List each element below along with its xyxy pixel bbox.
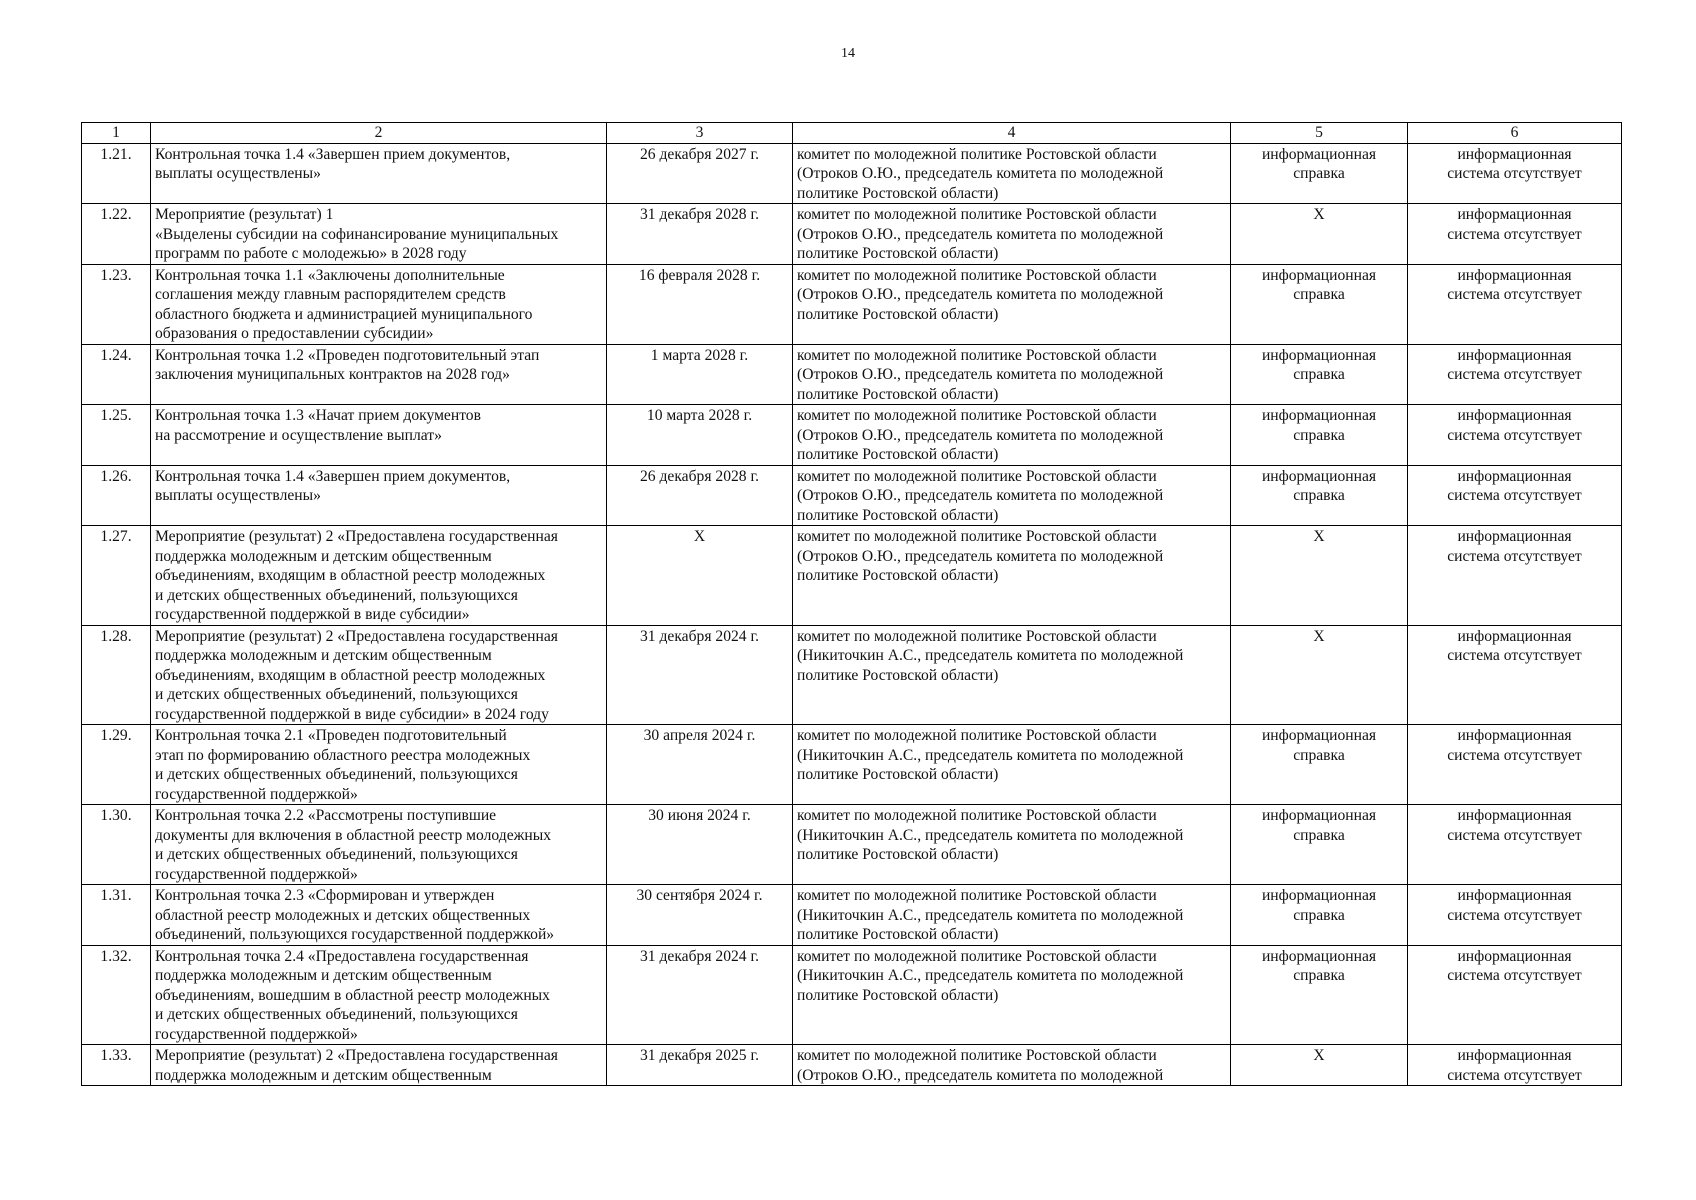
responsible-cell-line: комитет по молодежной политике Ростовской области	[797, 145, 1157, 163]
event-cell-line: Мероприятие (результат) 2 «Предоставлена государственная	[155, 1047, 558, 1064]
event-cell-line: поддержка молодежным и детским общественным	[155, 1066, 492, 1084]
responsible-cell	[793, 625, 1231, 725]
document-type-cell	[1231, 264, 1408, 344]
event-cell	[151, 344, 607, 405]
info-system-cell-line: система отсутствует	[1447, 366, 1582, 383]
date-cell: 26 декабря 2028 г.	[607, 465, 793, 526]
event-cell-line: Контрольная точка 2.2 «Рассмотрены поступившие	[155, 807, 497, 824]
event-cell	[151, 805, 607, 885]
document-type-cell-line: справка	[1293, 487, 1345, 504]
event-cell-line: Мероприятие (результат) 1	[155, 206, 334, 223]
event-cell	[151, 264, 607, 344]
document-type-cell-line: X	[1313, 627, 1325, 645]
responsible-cell-line: политике Ростовской области)	[797, 305, 999, 323]
responsible-cell-line: (Никиточкин А.С., председатель комитета по молодежной	[797, 906, 1184, 924]
info-system-cell	[1408, 885, 1622, 946]
info-system-cell	[1408, 405, 1622, 466]
event-cell-line: и детских общественных объединений, пользующихся	[155, 1006, 518, 1023]
info-system-cell-line: система отсутствует	[1447, 647, 1582, 664]
document-type-cell	[1231, 204, 1408, 265]
info-system-cell-line: система отсутствует	[1447, 1066, 1582, 1084]
date-cell: 10 марта 2028 г.	[607, 405, 793, 466]
event-cell-line: Контрольная точка 1.1 «Заключены дополнительные	[155, 266, 505, 284]
responsible-cell-line: (Никиточкин А.С., председатель комитета по молодежной	[797, 967, 1184, 984]
event-cell-line: объединениям, входящим в областной реестр молодежных	[155, 666, 546, 684]
event-cell-line: Контрольная точка 1.4 «Завершен прием документов,	[155, 467, 511, 485]
event-cell	[151, 1045, 607, 1086]
event-cell-line: этап по формированию областного реестра молодежных	[155, 746, 531, 764]
document-type-cell-line: информационная	[1261, 727, 1377, 744]
info-system-cell-line: информационная	[1457, 727, 1572, 744]
event-cell-line: областного бюджета и администрацией муниципального	[155, 305, 533, 323]
document-type-cell	[1231, 885, 1408, 946]
responsible-cell-line: (Никиточкин А.С., председатель комитета по молодежной	[797, 647, 1184, 664]
event-cell-line: заключения муниципальных контрактов на 2028 год»	[155, 366, 510, 383]
responsible-cell	[793, 1045, 1231, 1086]
info-system-cell	[1408, 805, 1622, 885]
header-cell-6: 6	[1408, 123, 1622, 144]
date-cell: 31 декабря 2028 г.	[607, 204, 793, 265]
header-cell-3: 3	[607, 123, 793, 144]
document-type-cell	[1231, 945, 1408, 1045]
info-system-cell	[1408, 1045, 1622, 1086]
event-cell-line: поддержка молодежным и детским общественным	[155, 547, 492, 565]
event-cell-line: документы для включения в областной реестр молодежных	[155, 826, 552, 844]
responsible-cell-line: комитет по молодежной политике Ростовской области	[797, 807, 1157, 824]
event-cell-line: соглашения между главным распорядителем средств	[155, 286, 506, 303]
row-number-cell: 1.33.	[82, 1045, 151, 1086]
responsible-cell	[793, 143, 1231, 204]
document-type-cell-line: X	[1313, 528, 1325, 545]
responsible-cell-line: (Никиточкин А.С., председатель комитета по молодежной	[797, 746, 1184, 764]
event-cell-line: Контрольная точка 1.2 «Проведен подготовительный этап	[155, 346, 540, 364]
info-system-cell	[1408, 143, 1622, 204]
document-type-cell	[1231, 725, 1408, 805]
info-system-cell-line: информационная	[1457, 1047, 1572, 1064]
responsible-cell	[793, 945, 1231, 1045]
date-cell: 26 декабря 2027 г.	[607, 143, 793, 204]
responsible-cell	[793, 725, 1231, 805]
info-system-cell-line: система отсутствует	[1447, 826, 1582, 844]
responsible-cell-line: политике Ростовской области)	[797, 986, 999, 1004]
event-cell	[151, 725, 607, 805]
row-number-cell: 1.28.	[82, 625, 151, 725]
responsible-cell-line: (Отроков О.Ю., председатель комитета по молодежной	[797, 547, 1164, 565]
date-cell: 1 марта 2028 г.	[607, 344, 793, 405]
responsible-cell-line: комитет по молодежной политике Ростовской области	[797, 346, 1157, 364]
table-row	[82, 143, 1622, 204]
document-type-cell-line: информационная	[1261, 887, 1377, 904]
info-system-cell	[1408, 526, 1622, 626]
event-cell-line: и детских общественных объединений, пользующихся	[155, 846, 518, 863]
header-cell-4: 4	[793, 123, 1231, 144]
info-system-cell	[1408, 625, 1622, 725]
info-system-cell-line: информационная	[1457, 467, 1572, 485]
event-cell-line: программ по работе с молодежью» в 2028 году	[155, 245, 467, 262]
table-row	[82, 204, 1622, 265]
event-cell-line: Контрольная точка 2.3 «Сформирован и утвержден	[155, 887, 495, 904]
document-type-cell-line: справка	[1293, 906, 1345, 924]
event-cell-line: и детских общественных объединений, пользующихся	[155, 686, 518, 703]
info-system-cell-line: информационная	[1457, 206, 1572, 223]
info-system-cell-line: система отсутствует	[1447, 286, 1582, 303]
event-cell-line: объединениям, входящим в областной реестр молодежных	[155, 567, 546, 584]
event-cell-line: государственной поддержкой»	[155, 865, 358, 883]
event-cell-line: областной реестр молодежных и детских общественных	[155, 906, 531, 924]
row-number-cell: 1.27.	[82, 526, 151, 626]
table-row	[82, 805, 1622, 885]
responsible-cell-line: (Отроков О.Ю., председатель комитета по молодежной	[797, 426, 1164, 444]
row-number-cell: 1.25.	[82, 405, 151, 466]
table-row	[82, 405, 1622, 466]
document-type-cell-line: информационная	[1261, 467, 1377, 485]
responsible-cell-line: комитет по молодежной политике Ростовской области	[797, 206, 1157, 223]
responsible-cell	[793, 344, 1231, 405]
info-system-cell-line: система отсутствует	[1447, 426, 1582, 444]
plan-table-body	[82, 143, 1622, 1086]
row-number-cell: 1.23.	[82, 264, 151, 344]
document-type-cell	[1231, 143, 1408, 204]
info-system-cell-line: система отсутствует	[1447, 547, 1582, 565]
responsible-cell-line: комитет по молодежной политике Ростовской области	[797, 407, 1157, 424]
document-type-cell-line: X	[1313, 206, 1325, 223]
responsible-cell-line: (Отроков О.Ю., председатель комитета по молодежной	[797, 225, 1164, 243]
event-cell-line: государственной поддержкой в виде субсидии»	[155, 606, 470, 623]
document-type-cell	[1231, 465, 1408, 526]
document-type-cell-line: справка	[1293, 286, 1345, 303]
responsible-cell-line: политике Ростовской области)	[797, 846, 999, 863]
responsible-cell-line: политике Ростовской области)	[797, 926, 999, 943]
table-row	[82, 1045, 1622, 1086]
responsible-cell	[793, 204, 1231, 265]
date-cell: 31 декабря 2025 г.	[607, 1045, 793, 1086]
responsible-cell	[793, 526, 1231, 626]
document-type-cell-line: справка	[1293, 746, 1345, 764]
responsible-cell-line: комитет по молодежной политике Ростовской области	[797, 467, 1157, 485]
row-number-cell: 1.30.	[82, 805, 151, 885]
header-cell-2: 2	[151, 123, 607, 144]
document-type-cell-line: справка	[1293, 426, 1345, 444]
table-row	[82, 625, 1622, 725]
responsible-cell-line: комитет по молодежной политике Ростовской области	[797, 528, 1157, 545]
info-system-cell	[1408, 945, 1622, 1045]
date-cell: 31 декабря 2024 г.	[607, 945, 793, 1045]
responsible-cell-line: комитет по молодежной политике Ростовской области	[797, 1047, 1157, 1064]
event-cell-line: объединений, пользующихся государственной поддержкой»	[155, 926, 555, 943]
responsible-cell	[793, 805, 1231, 885]
info-system-cell-line: информационная	[1457, 346, 1572, 364]
event-cell	[151, 625, 607, 725]
document-type-cell	[1231, 1045, 1408, 1086]
info-system-cell-line: информационная	[1457, 887, 1572, 904]
event-cell-line: образования о предоставлении субсидии»	[155, 325, 434, 342]
responsible-cell-line: (Отроков О.Ю., председатель комитета по молодежной	[797, 165, 1164, 182]
event-cell-line: и детских общественных объединений, пользующихся	[155, 586, 518, 604]
document-type-cell-line: справка	[1293, 826, 1345, 844]
responsible-cell-line: комитет по молодежной политике Ростовской области	[797, 266, 1157, 284]
table-row	[82, 526, 1622, 626]
document-type-cell	[1231, 625, 1408, 725]
event-cell-line: «Выделены субсидии на софинансирование муниципальных	[155, 225, 559, 243]
date-cell: 30 июня 2024 г.	[607, 805, 793, 885]
row-number-cell: 1.26.	[82, 465, 151, 526]
event-cell-line: Контрольная точка 2.4 «Предоставлена государственная	[155, 947, 529, 965]
date-cell: 31 декабря 2024 г.	[607, 625, 793, 725]
event-cell-line: и детских общественных объединений, пользующихся	[155, 766, 518, 783]
header-cell-1: 1	[82, 123, 151, 144]
responsible-cell-line: комитет по молодежной политике Ростовской области	[797, 727, 1157, 744]
responsible-cell-line: (Отроков О.Ю., председатель комитета по молодежной	[797, 286, 1164, 303]
responsible-cell-line: политике Ростовской области)	[797, 385, 999, 403]
responsible-cell-line: политике Ростовской области)	[797, 567, 999, 584]
responsible-cell-line: комитет по молодежной политике Ростовской области	[797, 887, 1157, 904]
responsible-cell-line: (Никиточкин А.С., председатель комитета по молодежной	[797, 826, 1184, 844]
responsible-cell-line: (Отроков О.Ю., председатель комитета по молодежной	[797, 1066, 1164, 1084]
document-type-cell-line: информационная	[1261, 947, 1377, 965]
table-row	[82, 945, 1622, 1045]
document-type-cell-line: X	[1313, 1047, 1325, 1064]
date-cell: 30 сентября 2024 г.	[607, 885, 793, 946]
responsible-cell-line: политике Ростовской области)	[797, 184, 999, 202]
info-system-cell-line: система отсутствует	[1447, 165, 1582, 182]
event-cell-line: на рассмотрение и осуществление выплат»	[155, 426, 442, 444]
info-system-cell-line: информационная	[1457, 528, 1572, 545]
date-cell: 16 февраля 2028 г.	[607, 264, 793, 344]
header-cell-5: 5	[1231, 123, 1408, 144]
event-cell-line: выплаты осуществлены»	[155, 487, 321, 504]
document-type-cell-line: справка	[1293, 967, 1345, 984]
responsible-cell-line: политике Ростовской области)	[797, 506, 999, 524]
row-number-cell: 1.32.	[82, 945, 151, 1045]
plan-table	[81, 122, 1622, 1086]
event-cell	[151, 143, 607, 204]
document-type-cell	[1231, 405, 1408, 466]
info-system-cell-line: информационная	[1457, 807, 1572, 824]
responsible-cell-line: комитет по молодежной политике Ростовской области	[797, 947, 1157, 965]
info-system-cell-line: информационная	[1457, 266, 1572, 284]
table-row	[82, 344, 1622, 405]
event-cell-line: государственной поддержкой»	[155, 785, 358, 803]
info-system-cell	[1408, 465, 1622, 526]
responsible-cell	[793, 465, 1231, 526]
event-cell-line: государственной поддержкой в виде субсидии» в 2024 году	[155, 705, 549, 723]
document-type-cell-line: справка	[1293, 366, 1345, 383]
event-cell-line: поддержка молодежным и детским общественным	[155, 647, 492, 664]
info-system-cell-line: система отсутствует	[1447, 967, 1582, 984]
responsible-cell	[793, 405, 1231, 466]
info-system-cell-line: информационная	[1457, 145, 1572, 163]
table-row	[82, 465, 1622, 526]
row-number-cell: 1.22.	[82, 204, 151, 265]
responsible-cell	[793, 885, 1231, 946]
event-cell	[151, 885, 607, 946]
info-system-cell-line: система отсутствует	[1447, 487, 1582, 504]
document-type-cell-line: информационная	[1261, 407, 1377, 424]
responsible-cell-line: (Отроков О.Ю., председатель комитета по молодежной	[797, 487, 1164, 504]
document-type-cell-line: информационная	[1261, 266, 1377, 284]
event-cell-line: выплаты осуществлены»	[155, 165, 321, 182]
row-number-cell: 1.24.	[82, 344, 151, 405]
event-cell-line: государственной поддержкой»	[155, 1025, 358, 1043]
row-number-cell: 1.21.	[82, 143, 151, 204]
document-type-cell	[1231, 526, 1408, 626]
document-type-cell-line: информационная	[1261, 145, 1377, 163]
event-cell-line: Мероприятие (результат) 2 «Предоставлена государственная	[155, 627, 558, 645]
page-number: 14	[841, 46, 855, 61]
table-row	[82, 725, 1622, 805]
responsible-cell-line: политике Ростовской области)	[797, 766, 999, 783]
date-cell: 30 апреля 2024 г.	[607, 725, 793, 805]
responsible-cell-line: политике Ростовской области)	[797, 666, 999, 684]
event-cell	[151, 945, 607, 1045]
event-cell	[151, 204, 607, 265]
event-cell-line: Контрольная точка 1.3 «Начат прием документов	[155, 407, 481, 424]
info-system-cell-line: система отсутствует	[1447, 225, 1582, 243]
info-system-cell-line: система отсутствует	[1447, 746, 1582, 764]
event-cell-line: Мероприятие (результат) 2 «Предоставлена государственная	[155, 528, 558, 545]
event-cell-line: Контрольная точка 1.4 «Завершен прием документов,	[155, 145, 511, 163]
table-row	[82, 885, 1622, 946]
info-system-cell-line: информационная	[1457, 407, 1572, 424]
event-cell	[151, 405, 607, 466]
responsible-cell-line: политике Ростовской области)	[797, 446, 999, 463]
info-system-cell	[1408, 725, 1622, 805]
row-number-cell: 1.31.	[82, 885, 151, 946]
info-system-cell	[1408, 264, 1622, 344]
event-cell-line: поддержка молодежным и детским общественным	[155, 967, 492, 984]
responsible-cell-line: (Отроков О.Ю., председатель комитета по молодежной	[797, 366, 1164, 383]
event-cell-line: объединениям, вошедшим в областной реестр молодежных	[155, 986, 550, 1004]
info-system-cell	[1408, 204, 1622, 265]
event-cell	[151, 526, 607, 626]
info-system-cell-line: информационная	[1457, 627, 1572, 645]
document-type-cell	[1231, 805, 1408, 885]
responsible-cell-line: политике Ростовской области)	[797, 245, 999, 262]
table-row	[82, 264, 1622, 344]
info-system-cell	[1408, 344, 1622, 405]
responsible-cell-line: комитет по молодежной политике Ростовской области	[797, 627, 1157, 645]
info-system-cell-line: система отсутствует	[1447, 906, 1582, 924]
event-cell	[151, 465, 607, 526]
row-number-cell: 1.29.	[82, 725, 151, 805]
document-type-cell-line: справка	[1293, 165, 1345, 182]
header-row	[82, 123, 1622, 144]
info-system-cell-line: информационная	[1457, 947, 1572, 965]
event-cell-line: Контрольная точка 2.1 «Проведен подготовительный	[155, 727, 507, 744]
responsible-cell	[793, 264, 1231, 344]
date-cell: X	[607, 526, 793, 626]
document-type-cell-line: информационная	[1261, 346, 1377, 364]
document-type-cell-line: информационная	[1261, 807, 1377, 824]
document-type-cell	[1231, 344, 1408, 405]
